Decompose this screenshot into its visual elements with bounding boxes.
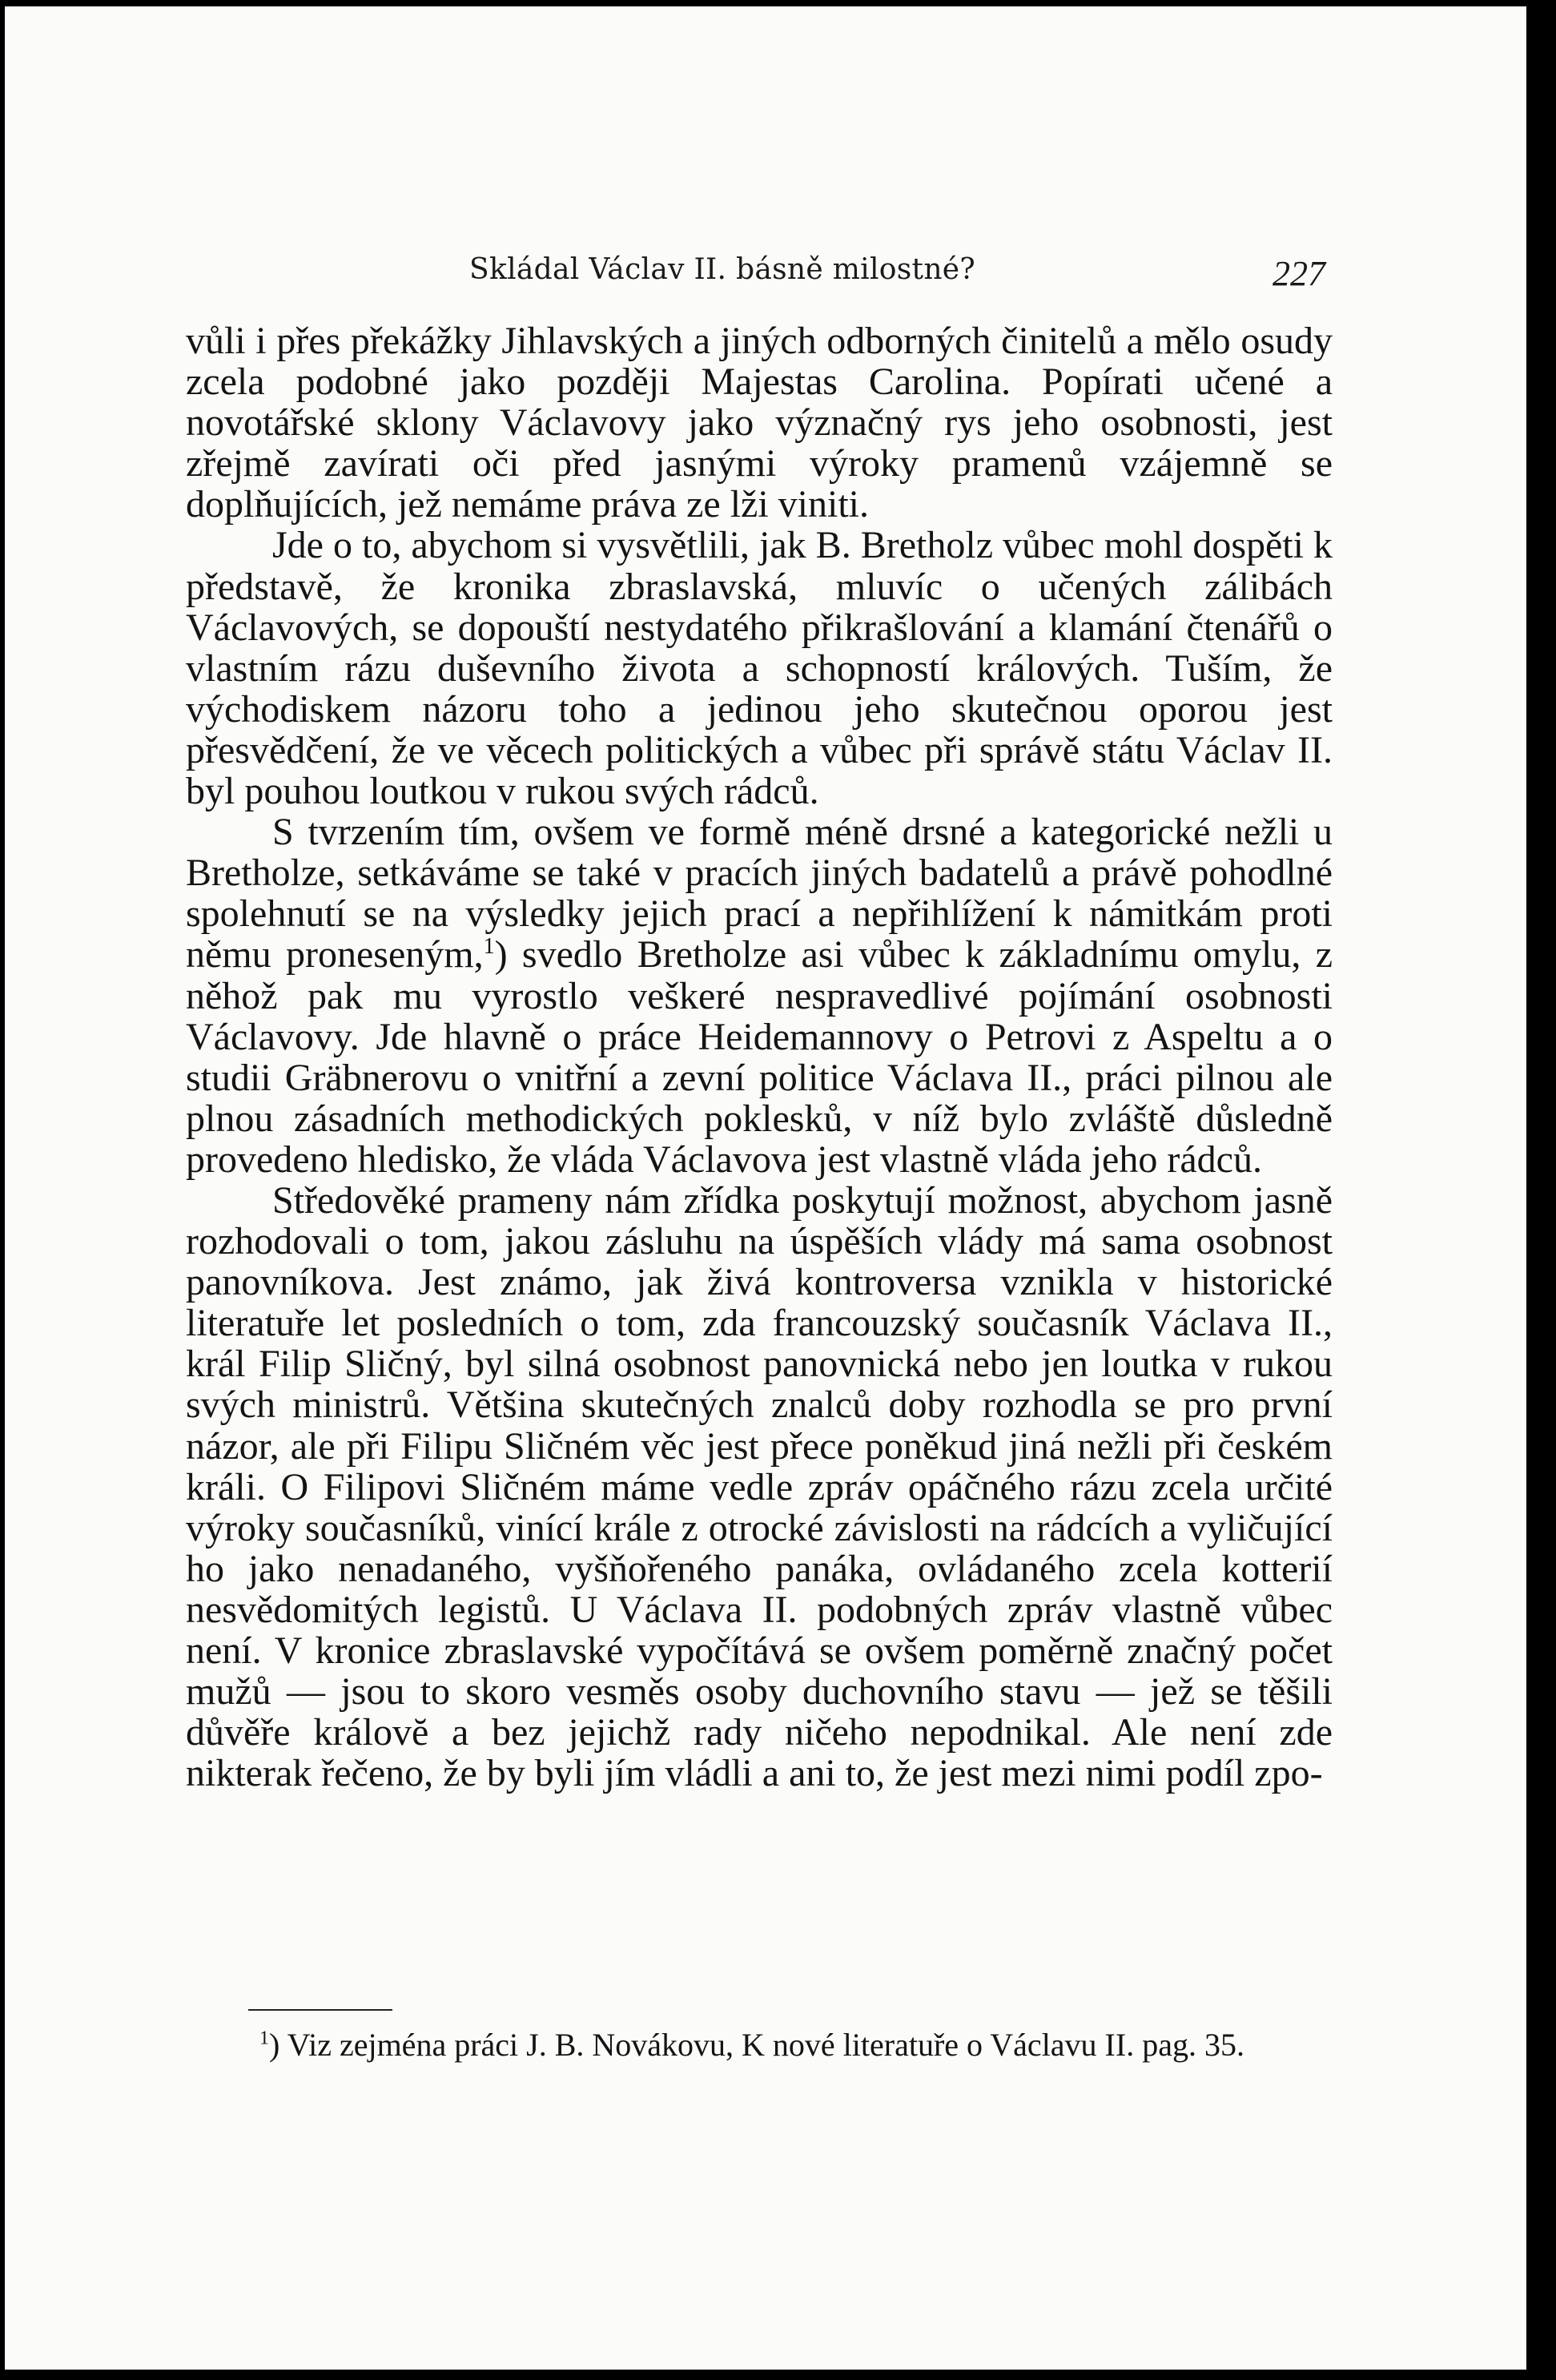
paragraph-3-text-before: S tvrzením tím, ovšem ve formě méně drsné a kategorické nežli u Bretholze, setkáváme se také v pracích jiných badatelů a právě pohodlné spolehnutí se na výsledky jejich prací a nepřihlížení k námitkám proti němu proneseným, xyxy=(186,811,1333,977)
body-text xyxy=(186,320,1333,1794)
paragraph-2: Jde o to, abychom si vysvětlili, jak B. Bretholz vůbec mohl dospěti k představě, že kronika zbraslavská, mluvíc o učených zálibách Václavových, se dopouští nestydatého přikrašlování a klamání čtenářů o vlastním rázu duševního života a schopností králových. Tuším, že východiskem názoru toho a jedinou jeho skutečnou oporou jest přesvědčení, že ve věcech politických a vůbec při správě státu Václav II. byl pouhou loutkou v rukou svých rádců. xyxy=(186,524,1333,813)
book-page xyxy=(5,6,1526,2370)
running-title: Skládal Václav II. básně milostné? xyxy=(469,253,976,286)
footnote xyxy=(186,2025,1333,2065)
paragraph-3-text-after: ) svedlo Bretholze asi vůbec k základnímu omylu, z něhož pak mu vyrostlo veškeré nespravedlivé pojímání osobnosti Václavovy. Jde hlavně o práce Heidemannovy o Petrovi z Aspeltu a o studii Gräbnerovu o vnitřní a zevní politice Václava II., práci pilnou ale plnou zásadních methodických poklesků, v níž bylo zvláště důsledně provedeno hledisko, že vláda Václavova jest vlastně vláda jeho rádců. xyxy=(186,933,1333,1181)
page-number: 227 xyxy=(1273,254,1325,293)
footnote-text: ) Viz zejména práci J. B. Novákovu, K nové literatuře o Václavu II. pag. 35. xyxy=(269,2027,1244,2063)
footnote-reference: 1 xyxy=(483,934,495,960)
footnote-marker: 1 xyxy=(259,2028,269,2049)
scan-border xyxy=(1526,0,1556,2380)
footnote-divider xyxy=(248,2009,392,2011)
paragraph-3 xyxy=(186,811,1333,1180)
paragraph-4: Středověké prameny nám zřídka poskytují možnost, abychom jasně rozhodovali o tom, jakou zásluhu na úspěších vlády má sama osobnost panovníkova. Jest známo, jak živá kontroversa vznikla v historické literatuře let posledních o tom, zda francouzský současník Václava II., král Filip Sličný, byl silná osobnost panovnická nebo jen loutka v rukou svých ministrů. Většina skutečných znalců doby rozhodla se pro první názor, ale při Filipu Sličném věc jest přece poněkud jiná nežli při českém králi. O Filipovi Sličném máme vedle zpráv opáčného rázu zcela určité výroky současníků, vinící krále z otrocké závislosti na rádcích a vyličující ho jako nenadaného, vyšňořeného panáka, ovládaného zcela kotterií nesvědomitých legistů. U Václava II. podobných zpráv vlastně vůbec není. V kronice zbraslavské vypočítává se ovšem poměrně značný počet mužů — jsou to skoro vesměs osoby duchovního stavu — jež se těšili důvěře královĕ a bez jejichž rady ničeho nepodnikal. Ale není zde nikterak řečeno, že by byli jím vládli a ani to, že jest mezi nimi podíl zpo- xyxy=(186,1178,1333,1795)
paragraph-1: vůli i přes překážky Jihlavských a jiných odborných činitelů a mělo osudy zcela podobné jako později Majestas Carolina. Popírati učené a novotářské sklony Václavovy jako význačný rys jeho osobnosti, jest zřejmě zavírati oči před jasnými výroky pramenů vzájemně se doplňujících, jež nemáme práva ze lži viniti. xyxy=(186,320,1333,526)
